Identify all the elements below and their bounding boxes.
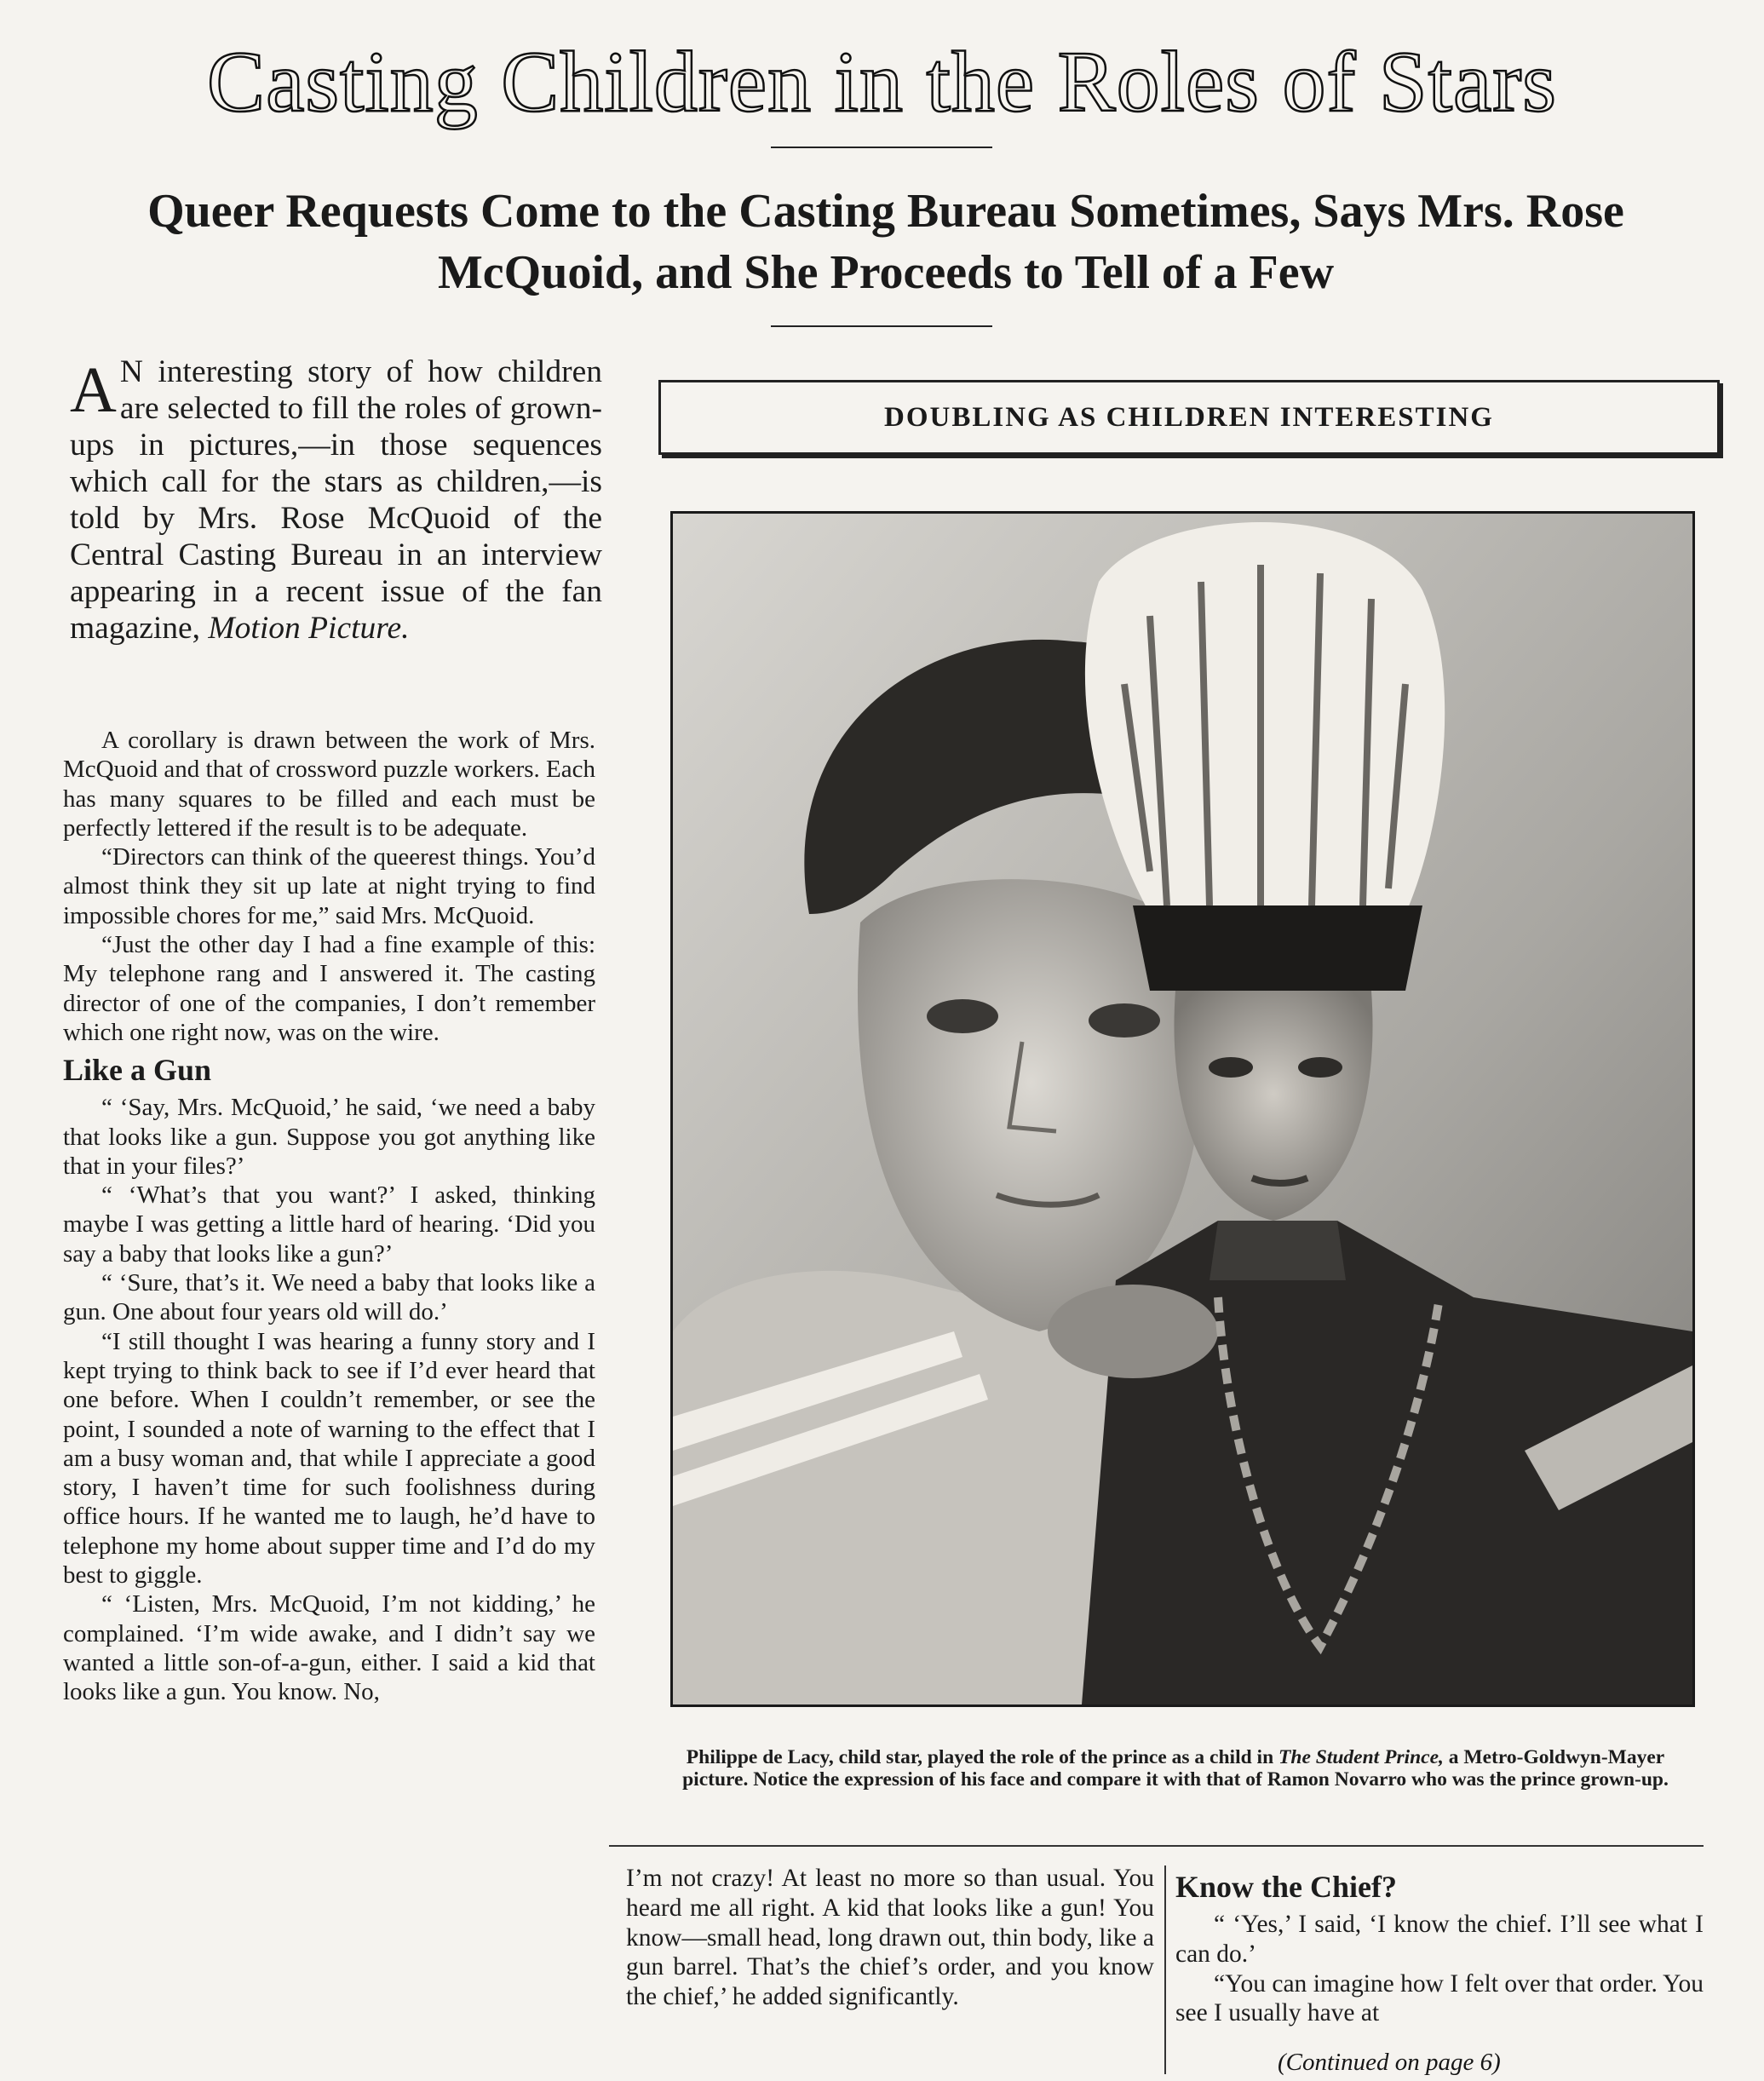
middle-column <box>626 1864 1154 2012</box>
photo-illustration <box>673 514 1692 1704</box>
body-paragraph: I’m not crazy! At least no more so than usual. You heard me all right. A kid that looks like a gun! You know—small head, long drawn out, thin body, like a gun barrel. That’s the chief’s order, and you know the chief,’ he added significantly. <box>626 1865 1154 2011</box>
article-subtitle: Queer Requests Come to the Casting Bureau Sometimes, Says Mrs. Rose McQuoid, and She Proceeds to Tell of a Few <box>147 185 1624 299</box>
body-paragraph: “ ‘What’s that you want?’ I asked, thinking maybe I was getting a little hard of hearing. ‘Did you say a baby that looks like a gun?’ <box>63 1181 595 1268</box>
continued-note: (Continued on page 6) <box>1278 2049 1501 2076</box>
right-column <box>1175 1864 1704 2028</box>
sidebar-heading: DOUBLING AS CHILDREN INTERESTING <box>884 401 1494 433</box>
body-paragraph: “ ‘Sure, that’s it. We need a baby that looks like a gun. One about four years old will do.’ <box>63 1269 595 1326</box>
lead-paragraph <box>70 354 602 647</box>
column-divider <box>1164 1865 1166 2074</box>
subheading-know-the-chief: Know the Chief? <box>1175 1870 1397 1904</box>
magazine-name: Motion Picture. <box>208 611 410 646</box>
body-paragraph: “ ‘Yes,’ I said, ‘I know the chief. I’ll see what I can do.’ <box>1175 1911 1704 1968</box>
body-paragraph: “You can imagine how I felt over that order. You see I usually have at <box>1175 1969 1704 2027</box>
subheading-like-a-gun: Like a Gun <box>63 1053 212 1088</box>
caption-text-end: a Metro-Goldwyn-Mayer picture. Notice the expression of his face and compare it with that of Ramon Novarro who was the prince grown-up. <box>682 1746 1669 1791</box>
subtitle-divider <box>771 325 992 327</box>
caption-film-title: The Student Prince, <box>1278 1746 1444 1768</box>
body-paragraph: “I still thought I was hearing a funny story and I kept trying to think back to see if I’d ever heard that one before. When I couldn’t remember, or see the point, I sounded a note of warning to the effect that I am a busy woman and, that while I appreciate a good story, I haven’t time for such foolishness during office hours. If he wanted me to laugh, he’d have to telephone my home about supper time and I’d do my best to giggle. <box>63 1327 595 1589</box>
title-divider <box>771 147 992 148</box>
body-paragraph: A corollary is drawn between the work of Mrs. McQuoid and that of crossword puzzle workers. Each has many squares to be filled and each must be perfectly lettered if the result is to be adequate. <box>63 727 595 842</box>
body-paragraph: “Just the other day I had a fine example of this: My telephone rang and I answered it. The casting director of one of the companies, I don’t remember which one right now, was on the wire. <box>63 931 595 1046</box>
photo-caption <box>677 1746 1674 1791</box>
body-paragraph: “Directors can think of the queerest things. You’d almost think they sit up late at night trying to find impossible chores for me,” said Mrs. McQuoid. <box>63 843 595 929</box>
sidebar-heading-box <box>658 380 1720 455</box>
lead-text: N interesting story of how children are selected to fill the roles of grown-ups in pictures,—in those sequences which call for the stars as children,—is told by Mrs. Rose McQuoid of the Central Casting Bureau in an interview appearing in a recent issue of the fan magazine, <box>70 354 602 646</box>
caption-text-start: Philippe de Lacy, child star, played the role of the prince as a child in <box>686 1746 1274 1768</box>
body-paragraph: “ ‘Listen, Mrs. McQuoid, I’m not kidding,’ he complained. ‘I’m wide awake, and I didn’t say we wanted a little son-of-a-gun, either. I said a kid that looks like a gun. You know. No, <box>63 1590 595 1706</box>
article-title: Casting Children in the Roles of Stars <box>207 34 1557 130</box>
drop-cap: A <box>70 354 117 426</box>
photograph <box>670 511 1695 1707</box>
body-paragraph: “ ‘Say, Mrs. McQuoid,’ he said, ‘we need a baby that looks like a gun. Suppose you got anything like that in your files?’ <box>63 1094 595 1180</box>
left-column <box>63 726 595 1707</box>
caption-divider <box>609 1845 1704 1847</box>
